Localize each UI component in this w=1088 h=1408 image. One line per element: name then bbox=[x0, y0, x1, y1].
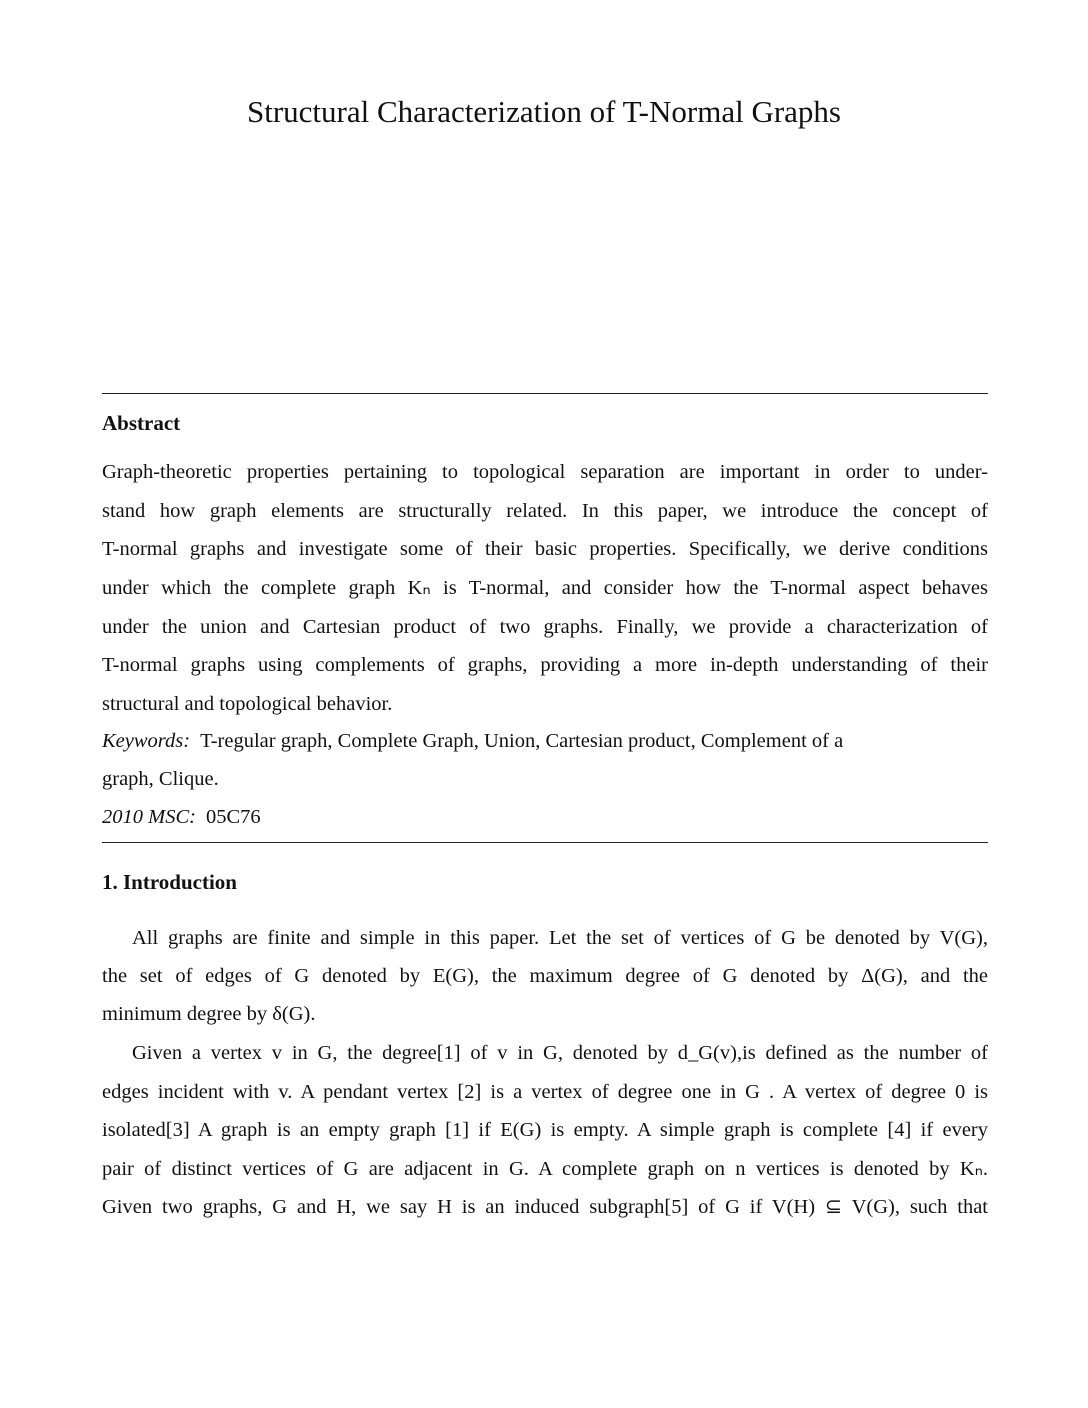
introduction-heading: 1. Introduction bbox=[102, 870, 237, 894]
intro-line-1: All graphs are finite and simple in this paper. Let the set of vertices of G be denoted by V(G), bbox=[132, 927, 988, 949]
abstract-heading: Abstract bbox=[102, 411, 181, 435]
keywords-text: T-regular graph, Complete Graph, Union, Cartesian product, Complement of a bbox=[200, 730, 844, 752]
keywords-label: Keywords: bbox=[102, 730, 191, 752]
abstract-bottom-rule bbox=[102, 842, 988, 843]
intro-line-7: pair of distinct vertices of G are adjacent in G. A complete graph on n vertices is denoted by Kₙ. bbox=[102, 1158, 988, 1180]
abstract-line-1: Graph-theoretic properties pertaining to topological separation are important in order to under- bbox=[102, 461, 988, 483]
intro-line-4: Given a vertex v in G, the degree[1] of v in G, denoted by d_G(v),is defined as the number of bbox=[132, 1042, 988, 1064]
abstract-line-7: structural and topological behavior. bbox=[102, 693, 393, 715]
abstract-line-2: stand how graph elements are structurally related. In this paper, we introduce the concept of bbox=[102, 500, 988, 522]
paper-title: Structural Characterization of T-Normal Graphs bbox=[247, 94, 841, 129]
intro-line-8: Given two graphs, G and H, we say H is an induced subgraph[5] of G if V(H) ⊆ V(G), such that bbox=[102, 1196, 988, 1218]
msc-value: 05C76 bbox=[205, 806, 261, 828]
intro-line-6: isolated[3] A graph is an empty graph [1] if E(G) is empty. A simple graph is complete [4] if every bbox=[102, 1119, 988, 1141]
intro-line-5: edges incident with v. A pendant vertex [2] is a vertex of degree one in G . A vertex of degree 0 is bbox=[102, 1081, 988, 1103]
abstract-line-3: T-normal graphs and investigate some of their basic properties. Specifically, we derive conditions bbox=[102, 538, 988, 560]
msc-label: 2010 MSC: bbox=[102, 806, 196, 828]
abstract-line-5: under the union and Cartesian product of two graphs. Finally, we provide a characterization of bbox=[102, 616, 988, 638]
keywords-line-2: graph, Clique. bbox=[102, 768, 219, 790]
abstract-line-6: T-normal graphs using complements of graphs, providing a more in-depth understanding of their bbox=[102, 654, 988, 676]
msc-line bbox=[102, 802, 988, 832]
abstract-top-rule bbox=[102, 393, 988, 394]
intro-line-2: the set of edges of G denoted by E(G), the maximum degree of G denoted by Δ(G), and the bbox=[102, 965, 988, 987]
intro-line-3: minimum degree by δ(G). bbox=[102, 1003, 316, 1025]
keywords-line-1 bbox=[102, 726, 988, 756]
abstract-line-4: under which the complete graph Kₙ is T-normal, and consider how the T-normal aspect behaves bbox=[102, 577, 988, 599]
